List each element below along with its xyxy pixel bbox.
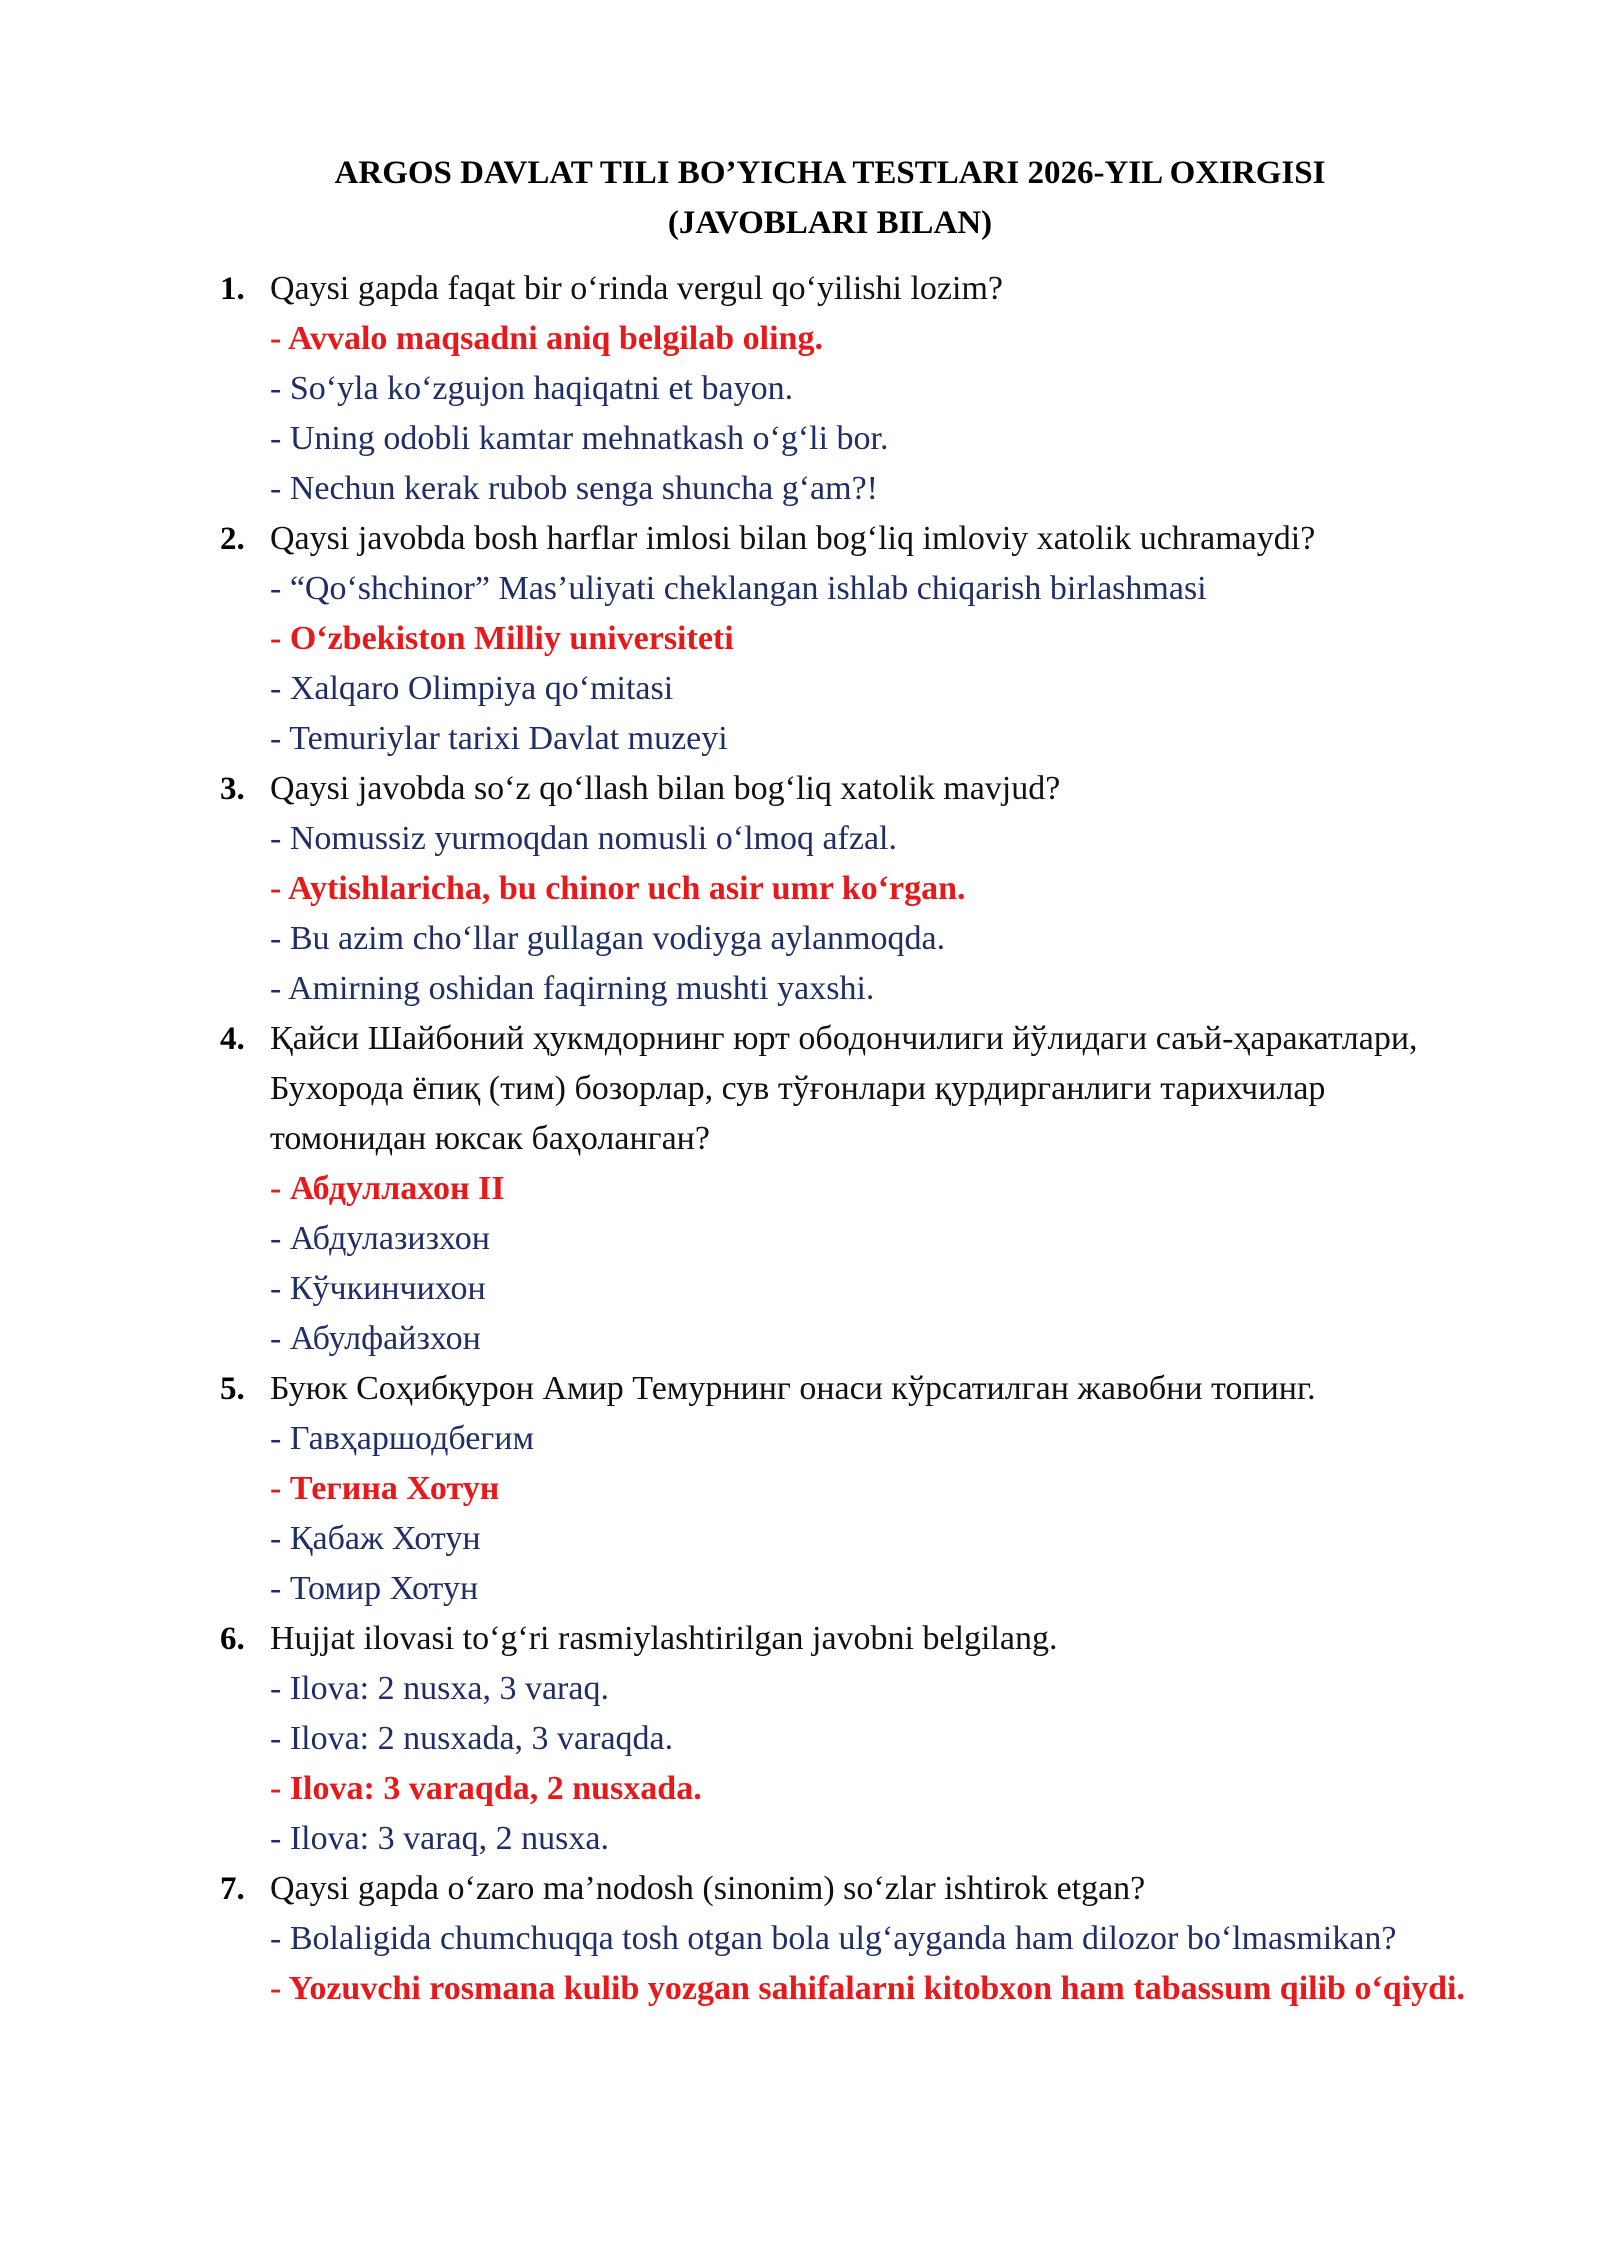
question-number: 5. <box>220 1371 245 1407</box>
answer-options <box>270 314 1480 514</box>
question-number: 7. <box>220 1871 245 1907</box>
correct-answer-option: - Yozuvchi rosmana kulib yozgan sahifalarni kitobxon ham tabassum qilib oʻqiydi. <box>270 1970 1465 2007</box>
answer-options <box>270 814 1480 1014</box>
question-text: Буюк Соҳибқурон Амир Темурнинг онаси кўрсатилган жавобни топинг. <box>270 1370 1316 1407</box>
title-line-2: (JAVOBLARI BILAN) <box>667 205 993 241</box>
question-text: Qaysi gapda oʻzaro ma’nodosh (sinonim) soʻzlar ishtirok etgan? <box>270 1870 1146 1907</box>
correct-answer-option: - Тегина Хотун <box>270 1470 500 1507</box>
answer-options <box>270 564 1480 764</box>
answer-options <box>270 1664 1480 1864</box>
question-text: Qaysi gapda faqat bir oʻrinda vergul qoʻyilishi lozim? <box>270 270 1004 307</box>
answer-option: - Nechun kerak rubob senga shuncha gʻam?! <box>270 470 878 507</box>
answer-option: - Amirning oshidan faqirning mushti yaxshi. <box>270 970 875 1007</box>
correct-answer-option: - Ilova: 3 varaqda, 2 nusxada. <box>270 1770 702 1807</box>
page-title <box>160 148 1500 248</box>
answer-option: - Гавҳаршодбегим <box>270 1420 534 1457</box>
question-item <box>220 514 1480 764</box>
question-number: 1. <box>220 271 245 307</box>
question-text: Қайси Шайбоний ҳукмдорнинг юрт ободончилиги йўлидаги саъй-ҳаракатлари, Бухорода ёпиқ (тим) бозорлар, сув тўғонлари қурдирганлиги тарихчилар томонидан юксак баҳоланган? <box>270 1020 1418 1157</box>
question-text: Qaysi javobda bosh harflar imlosi bilan bogʻliq imloviy xatolik uchramaydi? <box>270 520 1316 557</box>
answer-option: - Soʻyla koʻzgujon haqiqatni et bayon. <box>270 370 794 407</box>
answer-option: - Томир Хотун <box>270 1570 479 1607</box>
answer-option: - Ilova: 2 nusxada, 3 varaqda. <box>270 1720 674 1757</box>
answer-options <box>270 1914 1480 2014</box>
question-text: Hujjat ilovasi toʻgʻri rasmiylashtirilgan javobni belgilang. <box>270 1620 1058 1657</box>
answer-option: - “Qoʻshchinor” Mas’uliyati cheklangan ishlab chiqarish birlashmasi <box>270 570 1207 607</box>
answer-options <box>270 1164 1480 1364</box>
answer-options <box>270 1414 1480 1614</box>
answer-option: - Uning odobli kamtar mehnatkash oʻgʻli bor. <box>270 420 889 457</box>
answer-option: - Абдулазизхон <box>270 1220 490 1257</box>
question-number: 6. <box>220 1621 245 1657</box>
answer-option: - Ilova: 2 nusxa, 3 varaq. <box>270 1670 609 1707</box>
answer-option: - Bu azim choʻllar gullagan vodiyga aylanmoqda. <box>270 920 946 957</box>
answer-option: - Кўчкинчихон <box>270 1270 486 1307</box>
correct-answer-option: - Avvalo maqsadni aniq belgilab oling. <box>270 320 823 357</box>
question-item <box>220 1614 1480 1864</box>
title-line-1: ARGOS DAVLAT TILI BO’YICHA TESTLARI 2026-YIL OXIRGISI <box>334 155 1326 191</box>
answer-option: - Bolaligida chumchuqqa tosh otgan bola ulgʻayganda ham dilozor boʻlmasmikan? <box>270 1920 1397 1957</box>
question-item <box>220 264 1480 514</box>
question-item <box>220 1364 1480 1614</box>
question-text: Qaysi javobda soʻz qoʻllash bilan bogʻliq xatolik mavjud? <box>270 770 1061 807</box>
answer-option: - Temuriylar tarixi Davlat muzeyi <box>270 720 728 757</box>
question-number: 2. <box>220 521 245 557</box>
answer-option: - Абулфайзхон <box>270 1320 481 1357</box>
correct-answer-option: - Oʻzbekiston Milliy universiteti <box>270 620 734 657</box>
question-item <box>220 1014 1480 1364</box>
question-item <box>220 764 1480 1014</box>
question-item <box>220 1864 1480 2014</box>
question-list <box>220 264 1480 2014</box>
question-number: 3. <box>220 771 245 807</box>
correct-answer-option: - Абдуллахон II <box>270 1170 505 1207</box>
answer-option: - Nomussiz yurmoqdan nomusli oʻlmoq afzal. <box>270 820 898 857</box>
answer-option: - Ilova: 3 varaq, 2 nusxa. <box>270 1820 609 1857</box>
question-number: 4. <box>220 1021 245 1057</box>
answer-option: - Xalqaro Olimpiya qoʻmitasi <box>270 670 674 707</box>
correct-answer-option: - Aytishlaricha, bu chinor uch asir umr koʻrgan. <box>270 870 966 907</box>
answer-option: - Қабаж Хотун <box>270 1520 481 1557</box>
